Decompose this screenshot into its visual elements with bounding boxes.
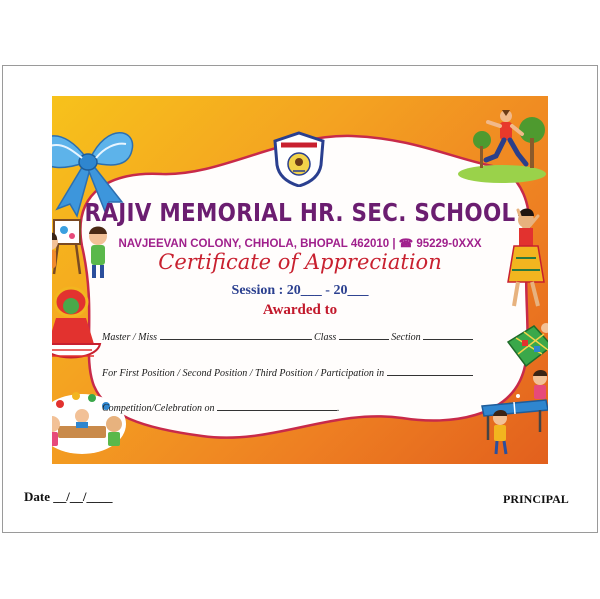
session-line: Session : 20___ - 20___	[231, 283, 369, 298]
section-blank[interactable]	[423, 330, 473, 340]
school-address: NAVJEEVAN COLONY, CHHOLA, BHOPAL 462010 | ☎ 95229-0XXX	[118, 238, 482, 250]
competition-label: Competition/Celebration on	[102, 403, 215, 414]
school-crest-icon	[273, 131, 325, 187]
competition-blank[interactable]	[217, 401, 337, 411]
participation-blank[interactable]	[387, 366, 473, 376]
positions-line	[102, 366, 473, 379]
class-blank[interactable]	[339, 330, 389, 340]
competition-end: .	[337, 403, 340, 414]
date-field: Date __/__/____	[24, 489, 113, 504]
name-blank[interactable]	[160, 330, 312, 340]
recipient-line	[102, 330, 473, 343]
principal-signature-label: PRINCIPAL	[503, 492, 569, 506]
section-label: Section	[391, 332, 421, 343]
kids-crafts-icon	[52, 384, 130, 458]
competition-line	[102, 401, 340, 414]
ping-pong-icon	[478, 370, 548, 456]
certificate-title: Certificate of Appreciation	[158, 250, 442, 274]
school-name: RAJIV MEMORIAL HR. SEC. SCHOOL	[84, 198, 516, 227]
awarded-to-label: Awarded to	[262, 302, 338, 318]
class-label: Class	[314, 332, 337, 343]
positions-label: For First Position / Second Position / Third Position / Participation in	[102, 368, 385, 379]
board-game-icon	[504, 320, 548, 372]
runner-icon	[456, 104, 548, 184]
master-miss-label: Master / Miss	[102, 332, 157, 343]
